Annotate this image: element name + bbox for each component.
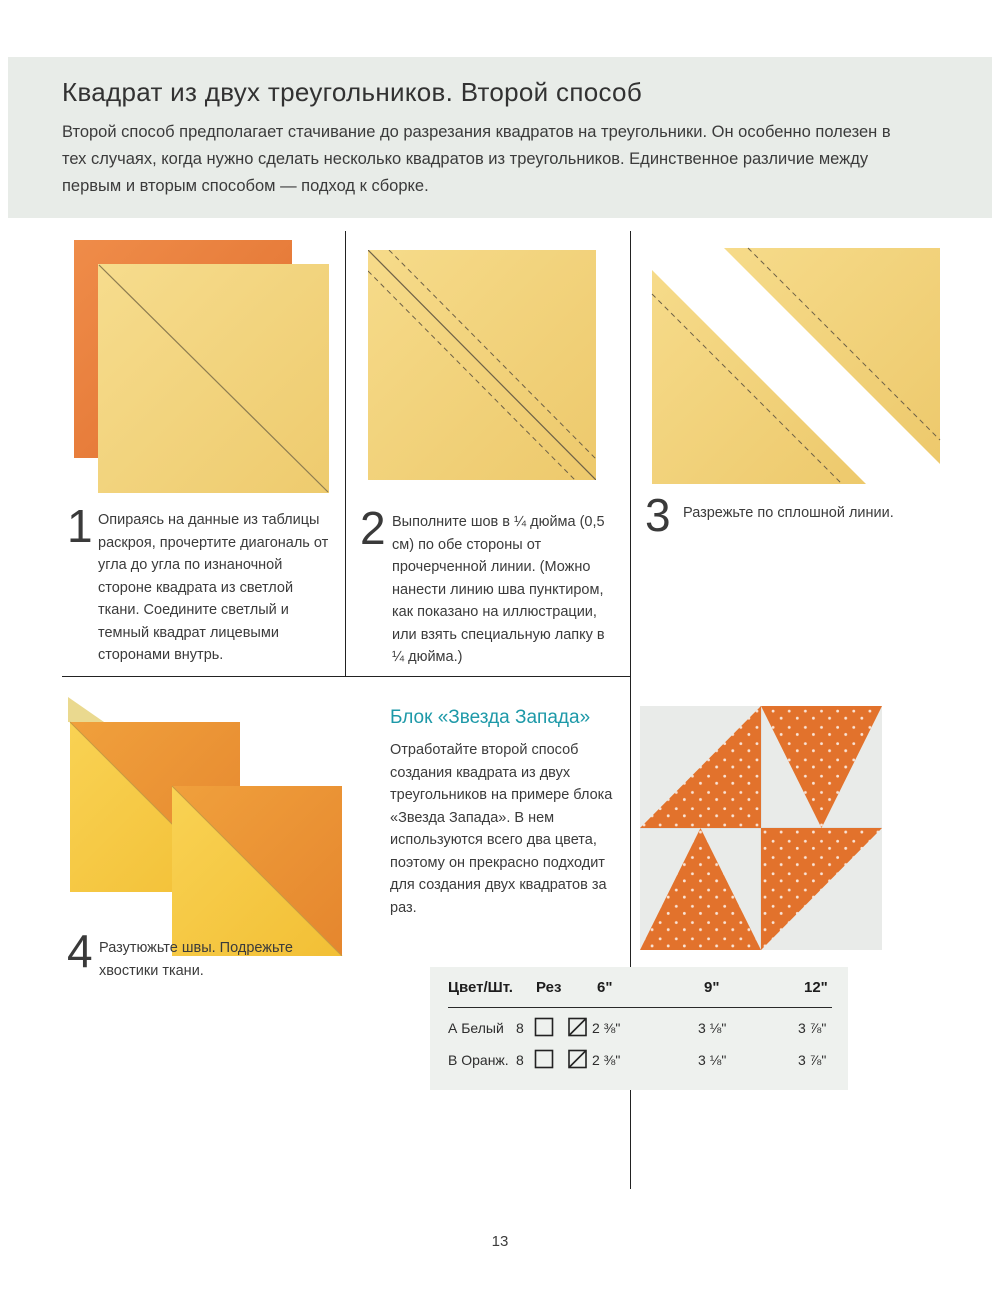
table-row-qty: 8 [516,1052,524,1068]
step2-illustration [368,250,596,480]
step1-text: Опираясь на данные из таблицы раскроя, прочертите диагональ от угла до угла по изнаночной стороне квадрата из светлой ткани. Соедините светлый и темный квадрат лицевыми сторонами внутрь. [98,512,329,663]
table-header-color: Цвет/Шт. [448,979,513,996]
table-header-9in: 9" [704,979,720,996]
cutting-table [430,967,848,1090]
step3-illustration [650,246,942,488]
cut-square-icon [567,1049,589,1069]
page-number: 13 [491,1233,509,1250]
block-heading: Блок «Звезда Запада» [390,707,591,728]
square-icon [534,1049,554,1069]
block-paragraph: Отработайте второй способ создания квадрата из двух треугольников на примере блока «Звезда Запада». В нем используются всего два цвета, поэтому он прекрасно подходит для создания двух квадратов за раз. [390,742,613,916]
table-row-size6: 2 ⅜" [592,1052,621,1068]
square-icon [534,1017,554,1037]
table-header-12in: 12" [804,979,828,996]
table-row-qty: 8 [516,1020,524,1036]
table-row-size9: 3 ⅛" [698,1020,727,1036]
intro-section [8,57,992,218]
intro-paragraph: Второй способ предполагает стачивание до разрезания квадратов на треугольники. Он особенно полезен в тех случаях, когда нужно сделать несколько квадратов из треугольников. Единственное различие между первым и вторым способом — подход к сборке. [62,123,891,195]
table-row-label: В Оранж. [448,1052,509,1068]
quilt-block-image [640,706,882,950]
cut-square-icon [567,1017,589,1037]
step1-number: 1 [67,500,93,552]
step2-text: Выполните шов в ¼ дюйма (0,5 см) по обе стороны от прочерченной линии. (Можно нанести линию шва пунктиром, как показано на иллюстрации, или взять специальную лапку в ¼ дюйма.) [392,514,605,665]
table-row-size6: 2 ⅜" [592,1020,621,1036]
step4-number: 4 [67,925,93,977]
table-row-label: А Белый [448,1020,504,1036]
step3-text: Разрежьте по сплошной линии. [683,505,894,521]
page-title: Квадрат из двух треугольников. Второй способ [62,77,643,107]
step4-text: Разутюжьте швы. Подрежьте хвостики ткани. [99,940,293,979]
step3-number: 3 [645,489,671,541]
column-divider-left [345,231,346,676]
table-row-size12: 3 ⅞" [798,1020,827,1036]
row-divider [62,676,630,677]
table-header-6in: 6" [597,979,613,996]
table-row-size12: 3 ⅞" [798,1052,827,1068]
step4-illustration [62,694,344,956]
table-header-rule [448,1007,832,1008]
step2-number: 2 [360,502,386,554]
table-row-size9: 3 ⅛" [698,1052,727,1068]
table-header-cut: Рез [536,979,562,996]
step1-illustration [62,238,334,496]
